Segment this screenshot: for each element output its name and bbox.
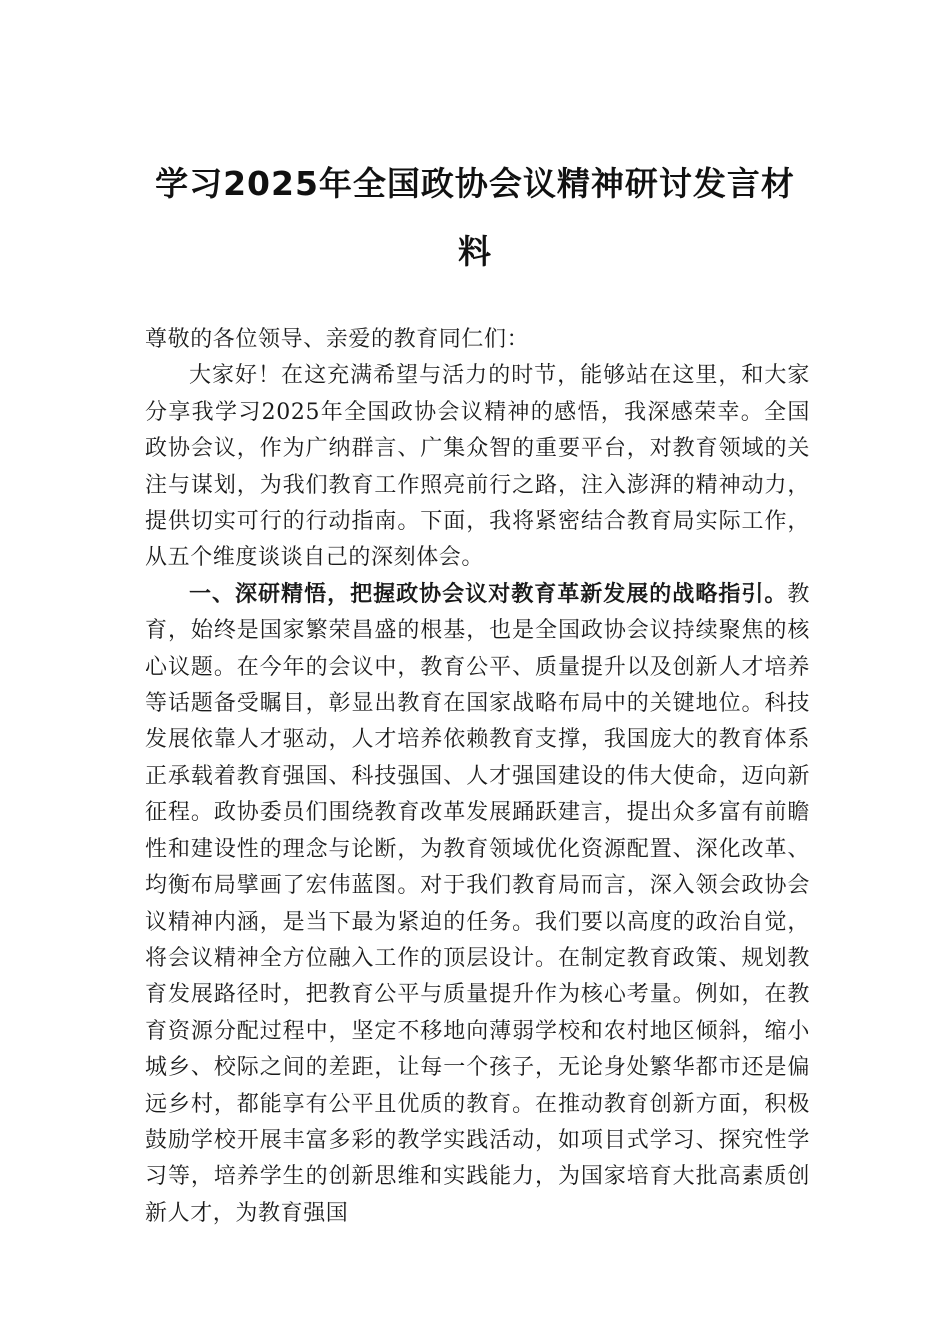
section-1-paragraph (145, 577, 810, 1232)
section-1-heading: 一、深研精悟，把握政协会议对教育革新发展的战略指引。 (189, 581, 788, 607)
intro-paragraph: 大家好！在这充满希望与活力的时节，能够站在这里，和大家分享我学习2025年全国政协会议精神的感悟，我深感荣幸。全国政协会议，作为广纳群言、广集众智的重要平台，对教育领域的关注与谋划，为我们教育工作照亮前行之路，注入澎湃的精神动力，提供切实可行的行动指南。下面，我将紧密结合教育局实际工作，从五个维度谈谈自己的深刻体会。 (145, 363, 810, 571)
document-title: 学习2025年全国政协会议精神研讨发言材料 (155, 164, 795, 271)
salutation: 尊敬的各位领导、亲爱的教育同仁们： (145, 327, 530, 352)
section-1-body: 教育，始终是国家繁荣昌盛的根基，也是全国政协会议持续聚焦的核心议题。在今年的会议中，教育公平、质量提升以及创新人才培养等话题备受瞩目，彰显出教育在国家战略布局中的关键地位。科技发展依靠人才驱动，人才培养依赖教育支撑，我国庞大的教育体系正承载着教育强国、科技强国、人才强国建设的伟大使命，迈向新征程。政协委员们围绕教育改革发展踊跃建言，提出众多富有前瞻性和建设性的理念与论断，为教育领域优化资源配置、深化改革、均衡布局擘画了宏伟蓝图。对于我们教育局而言，深入领会政协会议精神内涵，是当下最为紧迫的任务。我们要以高度的政治自觉，将会议精神全方位融入工作的顶层设计。在制定教育政策、规划教育发展路径时，把教育公平与质量提升作为核心考量。例如，在教育资源分配过程中，坚定不移地向薄弱学校和农村地区倾斜，缩小城乡、校际之间的差距，让每一个孩子，无论身处繁华都市还是偏远乡村，都能享有公平且优质的教育。在推动教育创新方面，积极鼓励学校开展丰富多彩的教学实践活动，如项目式学习、探究性学习等，培养学生的创新思维和实践能力，为国家培育大批高素质创新人才，为教育强国 (145, 581, 810, 1226)
document-body (145, 322, 810, 1232)
